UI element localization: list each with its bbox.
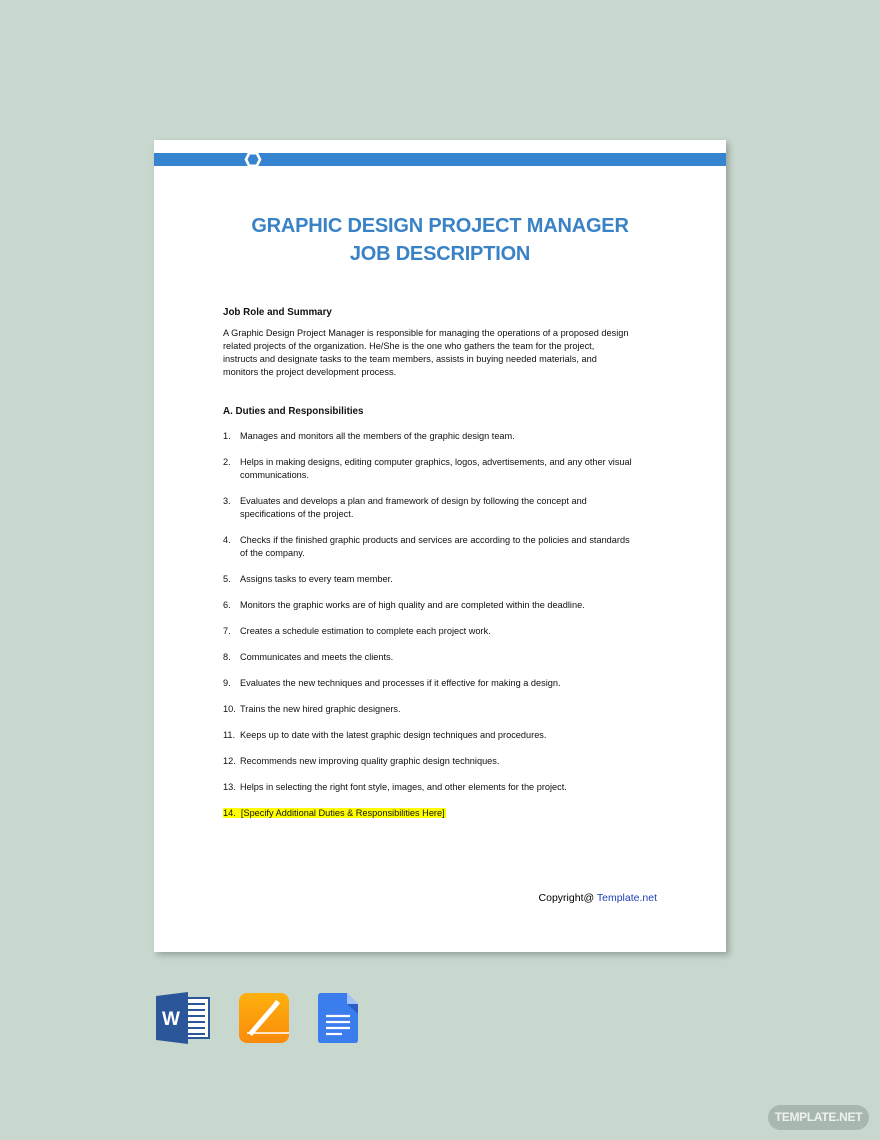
duty-item bbox=[223, 703, 693, 716]
item-number: 12. bbox=[223, 756, 236, 766]
item-number: 3. bbox=[223, 496, 231, 506]
item-text: specifications of the project. bbox=[240, 509, 354, 519]
duties-heading: A. Duties and Responsibilities bbox=[223, 406, 364, 417]
item-text: Checks if the finished graphic products and services are according to the policies and standards bbox=[240, 535, 630, 545]
duty-item bbox=[223, 781, 693, 794]
item-number: 13. bbox=[223, 782, 236, 792]
item-text: Evaluates and develops a plan and framework of design by following the concept and bbox=[240, 496, 587, 506]
item-number: 1. bbox=[223, 431, 231, 441]
item-number: 2. bbox=[223, 457, 231, 467]
item-text: communications. bbox=[240, 470, 309, 480]
copyright-label: Copyright@ bbox=[538, 892, 597, 904]
duty-item bbox=[223, 456, 693, 482]
duty-item bbox=[223, 573, 693, 586]
summary-heading: Job Role and Summary bbox=[223, 307, 332, 318]
document-title bbox=[154, 212, 726, 268]
duty-item bbox=[223, 495, 693, 521]
item-number: 14. bbox=[223, 808, 236, 818]
duty-item bbox=[223, 430, 693, 443]
summary-line: instructs and designate tasks to the team members, assists in buying needed materials, and bbox=[223, 354, 597, 364]
title-line: JOB DESCRIPTION bbox=[349, 243, 531, 265]
summary-paragraph bbox=[223, 327, 693, 379]
item-text: Trains the new hired graphic designers. bbox=[240, 704, 401, 714]
item-text: Keeps up to date with the latest graphic design techniques and procedures. bbox=[240, 730, 547, 740]
pages-icon[interactable] bbox=[239, 992, 289, 1044]
duty-item bbox=[223, 729, 693, 742]
item-number: 6. bbox=[223, 600, 231, 610]
item-text: Evaluates the new techniques and processes if it effective for making a design. bbox=[240, 678, 561, 688]
item-number: 11. bbox=[223, 730, 236, 740]
item-text: Helps in making designs, editing computer graphics, logos, advertisements, and any other visual bbox=[240, 457, 632, 467]
summary-line: related projects of the organization. He/She is the one who gathers the team for the project, bbox=[223, 341, 595, 351]
item-text: Recommends new improving quality graphic design techniques. bbox=[240, 756, 500, 766]
duty-item bbox=[223, 677, 693, 690]
summary-line: A Graphic Design Project Manager is responsible for managing the operations of a proposed design bbox=[223, 328, 629, 338]
duties-list bbox=[223, 430, 693, 794]
item-text: Communicates and meets the clients. bbox=[240, 652, 394, 662]
duty-item bbox=[223, 534, 693, 560]
item-text: of the company. bbox=[240, 548, 305, 558]
google-docs-icon[interactable] bbox=[318, 992, 358, 1044]
highlighted-duty-item bbox=[223, 807, 693, 820]
duty-item bbox=[223, 599, 693, 612]
duty-item bbox=[223, 625, 693, 638]
copyright bbox=[539, 892, 657, 904]
item-text: [Specify Additional Duties & Responsibilities Here] bbox=[240, 808, 445, 818]
item-text: Assigns tasks to every team member. bbox=[240, 574, 393, 584]
hexagon-icon bbox=[244, 151, 262, 168]
word-icon[interactable] bbox=[156, 992, 210, 1044]
item-number: 10. bbox=[223, 704, 236, 714]
duty-item bbox=[223, 651, 693, 664]
template-net-link[interactable]: Template.net bbox=[596, 892, 657, 904]
item-text: Creates a schedule estimation to complete each project work. bbox=[240, 626, 491, 636]
item-number: 5. bbox=[223, 574, 231, 584]
item-text: Helps in selecting the right font style, images, and other elements for the project. bbox=[240, 782, 567, 792]
template-net-badge[interactable]: TEMPLATE.NET bbox=[768, 1105, 869, 1130]
document-body bbox=[223, 306, 693, 833]
duty-item bbox=[223, 755, 693, 768]
header-bar bbox=[154, 153, 726, 166]
item-number: 7. bbox=[223, 626, 231, 636]
svg-text:W: W bbox=[162, 1009, 180, 1030]
item-text: Monitors the graphic works are of high quality and are completed within the deadline. bbox=[240, 600, 585, 610]
title-line: GRAPHIC DESIGN PROJECT MANAGER bbox=[251, 215, 629, 237]
item-number: 9. bbox=[223, 678, 231, 688]
summary-line: monitors the project development process. bbox=[223, 367, 397, 377]
item-number: 4. bbox=[223, 535, 231, 545]
item-number: 8. bbox=[223, 652, 231, 662]
document-page bbox=[154, 140, 726, 952]
item-text: Manages and monitors all the members of the graphic design team. bbox=[240, 431, 515, 441]
